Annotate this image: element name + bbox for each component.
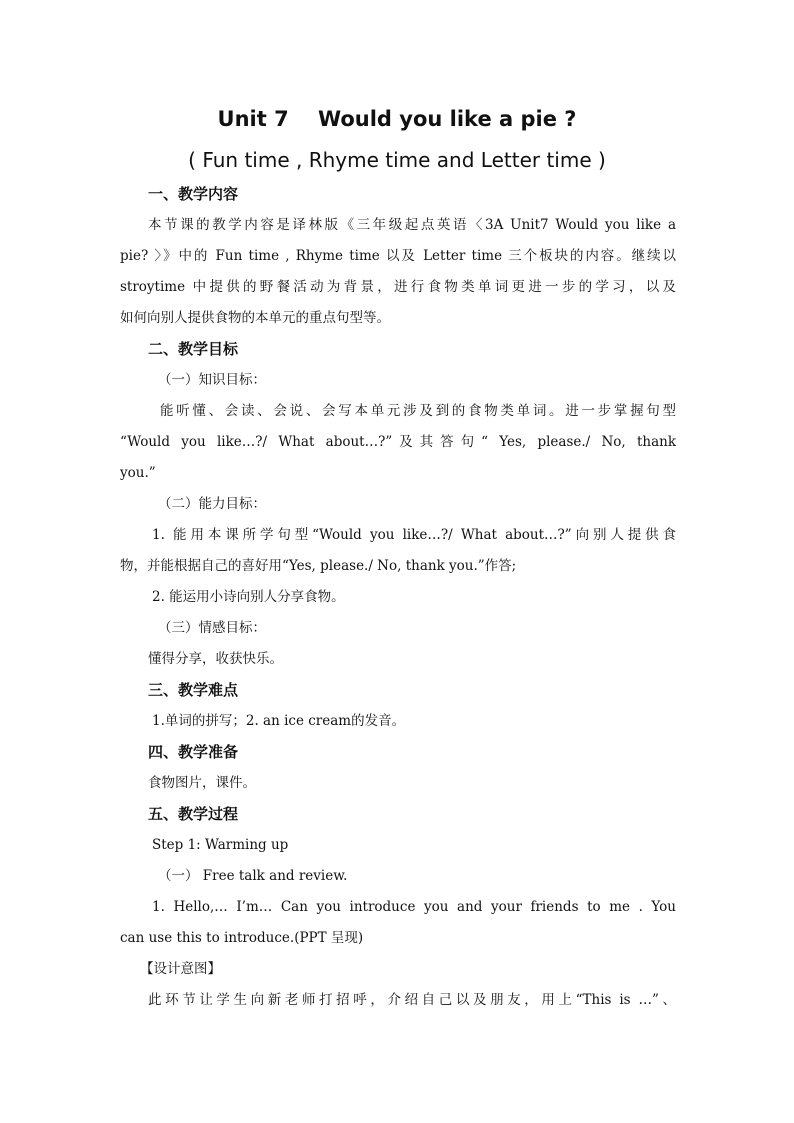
paragraph-line: stroytime 中提供的野餐活动为背景，进行食物类单词更进一步的学习，以及 bbox=[120, 279, 676, 295]
paragraph-line: 1. 能用本课所学句型“Would you like…?/ What about…?”向别人提供食 bbox=[152, 527, 676, 543]
paragraph-line: you.” bbox=[120, 465, 156, 481]
step-heading: Step 1: Warming up bbox=[152, 837, 289, 853]
paragraph-line: 本节课的教学内容是译林版《三年级起点英语〈3A Unit7 Would you like a bbox=[148, 217, 676, 233]
subheading-knowledge-goals: （一）知识目标： bbox=[158, 372, 266, 388]
section-heading-teaching-content: 一、教学内容 bbox=[148, 185, 239, 203]
section-heading-teaching-goals: 二、教学目标 bbox=[148, 340, 239, 358]
page-title: Unit 7 Would you like a pie ? bbox=[217, 107, 577, 131]
paragraph-line: 能听懂、会读、会说、会写本单元涉及到的食物类单词。进一步掌握句型 bbox=[160, 403, 676, 419]
paragraph-line: 懂得分享，收获快乐。 bbox=[148, 651, 283, 667]
document-body bbox=[120, 179, 676, 1016]
paragraph-line: 2. 能运用小诗向别人分享食物。 bbox=[152, 589, 345, 605]
paragraph-line: 1. Hello,… I’m… Can you introduce you and your friends to me . You bbox=[152, 899, 676, 915]
design-intent-label: 【设计意图】 bbox=[140, 961, 221, 977]
paragraph-line: 1.单词的拼写；2. an ice cream的发音。 bbox=[152, 713, 406, 729]
subheading-emotional-goals: （三）情感目标： bbox=[158, 620, 266, 636]
paragraph-line: 此环节让学生向新老师打招呼，介绍自己以及朋友，用上“This is …”、 bbox=[148, 992, 676, 1008]
section-heading-teaching-process: 五、教学过程 bbox=[148, 805, 239, 823]
paragraph-line: “Would you like…?/ What about…?”及其答句“ Yes, please./ No, thank bbox=[120, 434, 676, 450]
paragraph-line: 物，并能根据自己的喜好用“Yes, please./ No, thank you.”作答; bbox=[120, 558, 517, 574]
subheading-free-talk: （一） Free talk and review. bbox=[158, 868, 348, 884]
paragraph-line: pie? 〉》中的 Fun time , Rhyme time 以及 Letter time 三个板块的内容。继续以 bbox=[120, 248, 676, 264]
subheading-ability-goals: （二）能力目标： bbox=[158, 496, 266, 512]
paragraph-line: 如何向别人提供食物的本单元的重点句型等。 bbox=[120, 310, 390, 326]
page-subtitle: ( Fun time , Rhyme time and Letter time ) bbox=[188, 148, 606, 172]
section-heading-teaching-preparation: 四、教学准备 bbox=[148, 743, 239, 761]
paragraph-line: 食物图片，课件。 bbox=[148, 775, 256, 791]
section-heading-teaching-difficulties: 三、教学难点 bbox=[148, 681, 239, 699]
paragraph-line: can use this to introduce.(PPT 呈现) bbox=[120, 930, 364, 946]
